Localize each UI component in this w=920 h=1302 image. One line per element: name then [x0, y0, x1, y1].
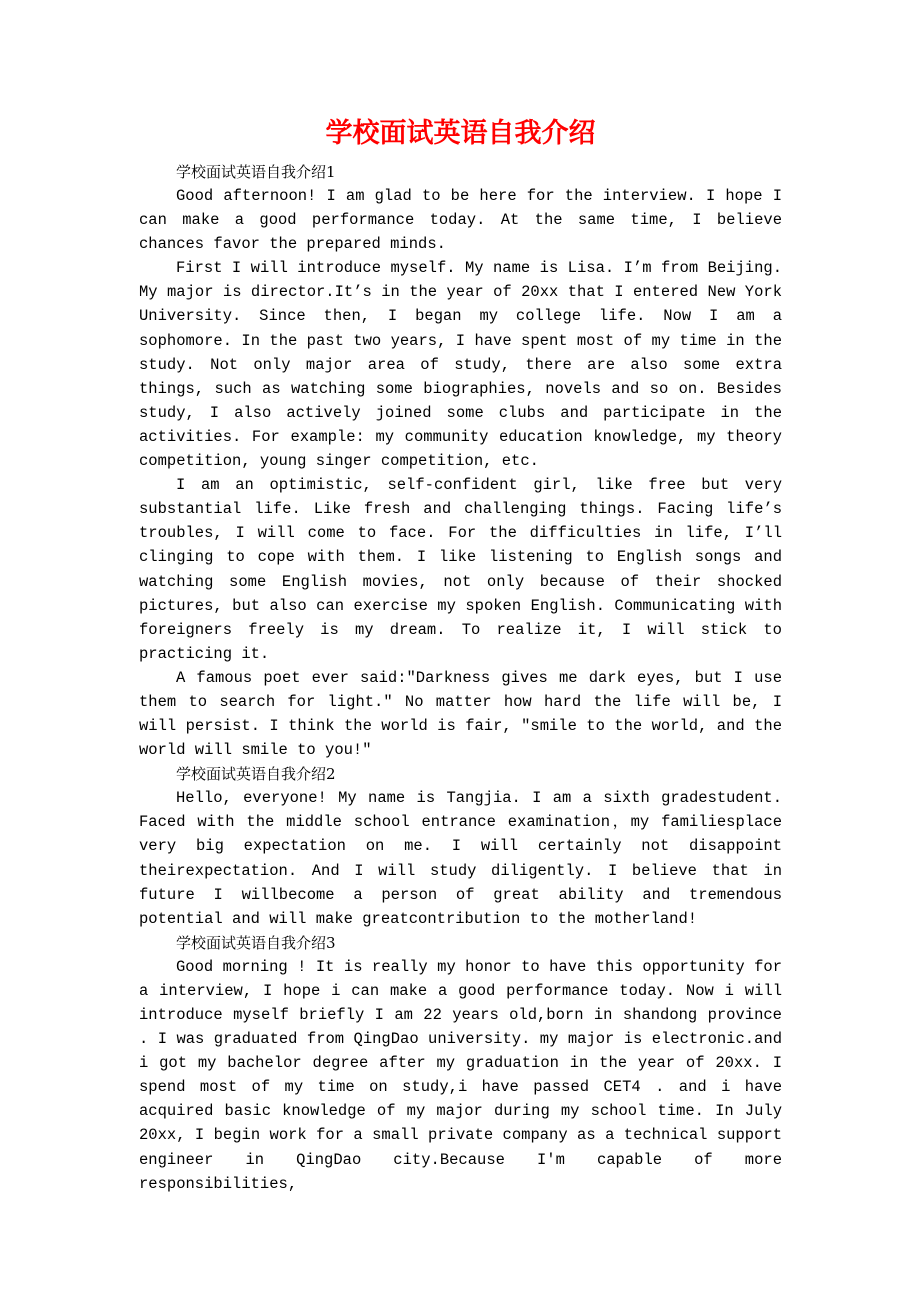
document-page	[139, 112, 782, 1196]
paragraph: Good afternoon! I am glad to be here for the interview. I hope I can make a good performance today. At the same time, I believe chances favor the prepared minds.	[139, 187, 782, 254]
section-heading: 学校面试英语自我介绍1	[176, 163, 336, 181]
paragraph: Hello, everyone! My name is Tangjia. I am a sixth gradestudent. Faced with the middle school entrance examination，my familiesplace very big expectation on me. I will certainly not disappoint theirexpectation. And I will study diligently. I believe that in future I willbecome a person of great ability and tremendous potential and will make greatcontribution to the motherland!	[139, 789, 782, 928]
paragraph: First I will introduce myself. My name is Lisa. I’m from Beijing. My major is director.It’s in the year of 20xx that I entered New York University. Since then, I began my college life. Now I am a sophomore. In the past two years, I have spent most of my time in the study. Not only major area of study, there are also some extra things, such as watching some biographies, novels and so on. Besides study, I also actively joined some clubs and participate in the activities. For example: my community education knowledge, my theory competition, young singer competition, etc.	[139, 259, 782, 471]
section-3	[139, 931, 782, 1196]
section-heading: 学校面试英语自我介绍3	[176, 933, 336, 952]
section-1	[139, 160, 782, 762]
section-heading: 学校面试英语自我介绍2	[176, 765, 336, 784]
section-2	[139, 762, 782, 931]
paragraph: I am an optimistic, self-confident girl, like free but very substantial life. Like fresh and challenging things. Facing life’s troubles, I will come to face. For the difficulties in life, I’ll clinging to cope with them. I like listening to English songs and watching some English movies, not only because of their shocked pictures, but also can exercise my spoken English. Communicating with foreigners freely is my dream. To realize it, I will stick to practicing it.	[139, 476, 782, 663]
document-title: 学校面试英语自我介绍	[325, 118, 596, 149]
paragraph: A famous poet ever said:"Darkness gives me dark eyes, but I use them to search for light." No matter how hard the life will be, I will persist. I think the world is fair, "smile to the world, and the world will smile to you!"	[139, 668, 782, 760]
paragraph: Good morning ! It is really my honor to have this opportunity for a interview, I hope i can make a good performance today. Now i will introduce myself briefly I am 22 years old,born in shandong province . I was graduated from QingDao university. my major is electronic.and i got my bachelor degree after my graduation in the year of 20xx. I spend most of my time on study,i have passed CET4 . and i have acquired basic knowledge of my major during my school time. In July 20xx, I begin work for a small private company as a technical support engineer in QingDao city.Because I'm capable of more responsibilities,	[139, 957, 782, 1193]
